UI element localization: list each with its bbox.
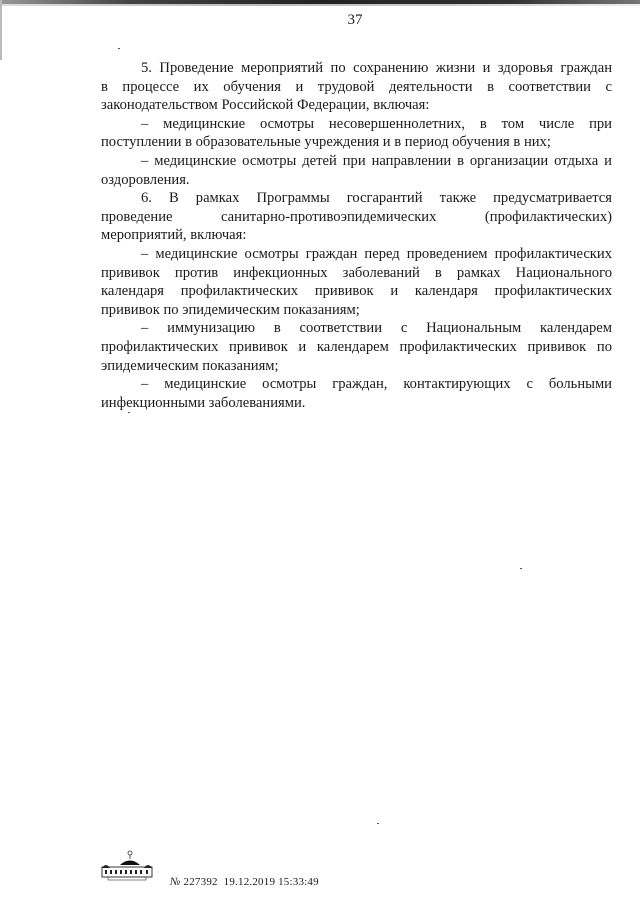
- paragraph: [101, 319, 612, 375]
- document-time: 15:33:49: [278, 876, 319, 888]
- text-line: профилактических прививок и календарем профилактических прививок по: [101, 338, 612, 355]
- text-line: – иммунизацию в соответствии с Национальным календарем: [141, 320, 612, 337]
- paragraph: [101, 245, 612, 319]
- scan-speck: [520, 568, 522, 569]
- scan-speck: [118, 48, 120, 49]
- government-building-stamp-icon: [100, 850, 154, 882]
- text-line: оздоровления.: [101, 171, 190, 188]
- text-line: – медицинские осмотры граждан перед проведением профилактических: [141, 245, 612, 262]
- text-line: календаря профилактических прививок и календаря профилактических: [101, 283, 612, 300]
- number-sign: №: [170, 876, 181, 888]
- document-number: 227392: [183, 876, 218, 888]
- paragraph: [101, 189, 612, 245]
- document-date: 19.12.2019: [223, 876, 276, 888]
- text-line: – медицинские осмотры несовершеннолетних, в том числе при: [141, 115, 612, 132]
- paragraph: [101, 59, 612, 115]
- text-line: инфекционными заболеваниями.: [101, 394, 306, 411]
- text-line: – медицинские осмотры граждан, контактирующих с больными: [141, 376, 612, 393]
- text-line: прививок против инфекционных заболеваний в рамках Национального: [101, 264, 612, 281]
- text-line: 6. В рамках Программы госгарантий также предусматривается: [141, 190, 612, 207]
- scan-edge-left: [0, 0, 2, 60]
- scan-speck: [377, 823, 379, 824]
- text-line: 5. Проведение мероприятий по сохранению жизни и здоровья граждан: [141, 60, 612, 76]
- text-line: мероприятий, включая:: [101, 227, 247, 244]
- text-line: поступлении в образовательные учреждения и в период обучения в них;: [101, 134, 551, 151]
- paragraph: [101, 375, 612, 412]
- text-line: эпидемическим показаниям;: [101, 357, 279, 374]
- page-number: 37: [347, 12, 363, 28]
- document-body: [101, 59, 612, 412]
- text-line: в процессе их обучения и трудовой деятельности в соответствии с: [101, 78, 612, 95]
- text-line: законодательством Российской Федерации, включая:: [101, 97, 430, 114]
- paragraph: [101, 152, 612, 189]
- paragraph: [101, 115, 612, 152]
- text-line: прививок по эпидемическим показаниям;: [101, 301, 360, 318]
- scan-edge-shadow: [0, 4, 640, 6]
- document-registration-stamp: [170, 876, 319, 888]
- scan-speck: [128, 412, 130, 413]
- text-line: – медицинские осмотры детей при направлении в организации отдыха и: [141, 152, 612, 169]
- text-line: проведение санитарно-противоэпидемических (профилактических): [101, 208, 612, 225]
